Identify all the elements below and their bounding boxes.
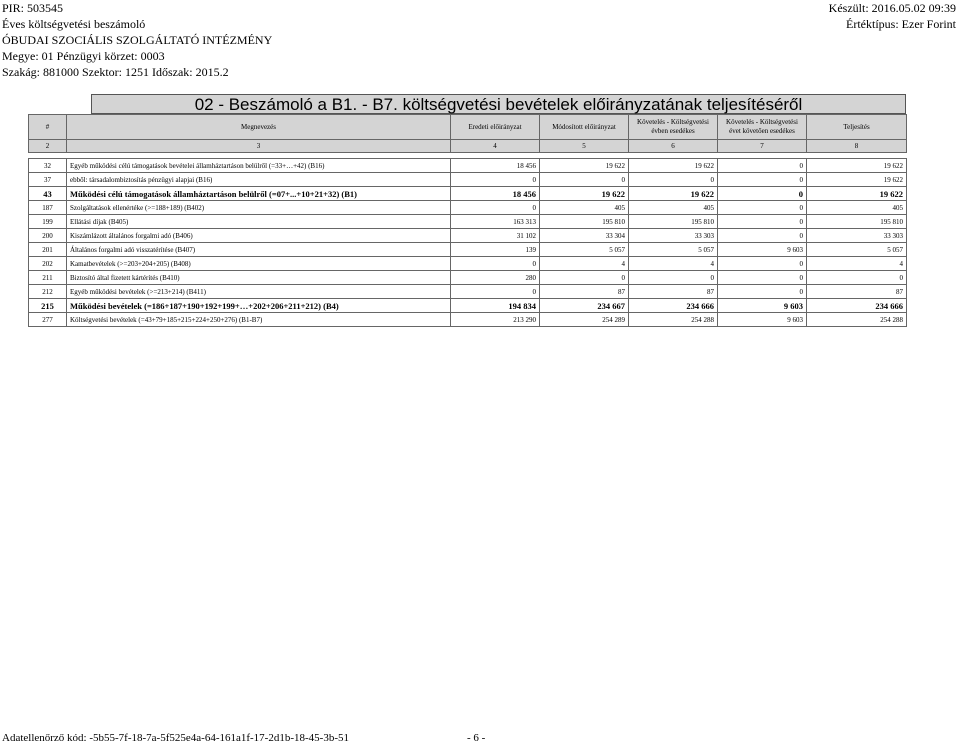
original-value: 139 [451,243,540,257]
row-name: Működési célú támogatások államháztartáson belülről (=07+...+10+21+32) (B1) [67,187,451,201]
report-header-left [2,0,272,80]
page-number: - 6 - [467,732,486,744]
fulfilment-value: 4 [807,257,907,271]
original-value: 0 [451,173,540,187]
col-header-receivable-future: Követelés - Költségvetési évet követően esedékes [718,115,807,140]
col-header-original: Eredeti előirányzat [451,115,540,140]
row-name: Szolgáltatások ellenértéke (>=188+189) (B402) [67,201,451,215]
row-name: Kamatbevételek (>=203+204+205) (B408) [67,257,451,271]
receivable-future: 0 [718,229,807,243]
original-value: 280 [451,271,540,285]
institution-name: ÓBUDAI SZOCIÁLIS SZOLGÁLTATÓ INTÉZMÉNY [2,33,273,47]
receivable-current: 5 057 [629,243,718,257]
report-header-right [829,0,956,32]
col-header-fulfilment: Teljesítés [807,115,907,140]
modified-value: 0 [540,173,629,187]
row-name: Egyéb működési bevételek (>=213+214) (B411) [67,285,451,299]
county-info: Megye: 01 Pénzügyi körzet: 0003 [2,49,165,63]
fulfilment-value: 19 622 [807,159,907,173]
receivable-current: 19 622 [629,159,718,173]
col-header-id: # [29,115,67,140]
row-id: 202 [29,257,67,271]
receivable-future: 0 [718,215,807,229]
fulfilment-value: 234 666 [807,299,907,313]
row-id: 37 [29,173,67,187]
fulfilment-value: 0 [807,271,907,285]
col-number: 5 [540,140,629,153]
revenue-table [28,114,907,327]
row-id: 187 [29,201,67,215]
table-row [29,201,907,215]
fulfilment-value: 33 303 [807,229,907,243]
modified-value: 87 [540,285,629,299]
modified-value: 19 622 [540,159,629,173]
fulfilment-value: 87 [807,285,907,299]
col-header-name: Megnevezés [67,115,451,140]
row-name: ebből: társadalombiztosítás pénzügyi alapjai (B16) [67,173,451,187]
table-row [29,187,907,201]
row-name: Általános forgalmi adó visszatérítése (B407) [67,243,451,257]
receivable-future: 0 [718,159,807,173]
receivable-future: 0 [718,173,807,187]
original-value: 0 [451,257,540,271]
original-value: 0 [451,201,540,215]
receivable-future: 0 [718,201,807,215]
receivable-future: 0 [718,285,807,299]
table-row [29,285,907,299]
col-number: 8 [807,140,907,153]
fulfilment-value: 195 810 [807,215,907,229]
row-name: Ellátási díjak (B405) [67,215,451,229]
receivable-current: 405 [629,201,718,215]
table-row [29,257,907,271]
table-row [29,173,907,187]
value-type: Értéktípus: Ezer Forint [846,17,956,31]
column-number-row [29,140,907,153]
receivable-future: 0 [718,257,807,271]
original-value: 163 313 [451,215,540,229]
pir-code: PIR: 503545 [2,1,64,15]
fulfilment-value: 405 [807,201,907,215]
original-value: 18 456 [451,159,540,173]
modified-value: 234 667 [540,299,629,313]
original-value: 0 [451,285,540,299]
row-name: Biztosító által fizetett kártérítés (B410) [67,271,451,285]
receivable-future: 9 603 [718,243,807,257]
original-value: 31 102 [451,229,540,243]
receivable-current: 0 [629,173,718,187]
receivable-current: 254 288 [629,313,718,327]
receivable-current: 4 [629,257,718,271]
table-row [29,271,907,285]
original-value: 18 456 [451,187,540,201]
receivable-current: 87 [629,285,718,299]
row-name: Működési bevételek (=186+187+190+192+199+…+202+206+211+212) (B4) [67,299,451,313]
fulfilment-value: 254 288 [807,313,907,327]
receivable-current: 195 810 [629,215,718,229]
col-header-modified: Módosított előirányzat [540,115,629,140]
row-id: 199 [29,215,67,229]
original-value: 213 290 [451,313,540,327]
receivable-future: 9 603 [718,313,807,327]
row-id: 200 [29,229,67,243]
modified-value: 405 [540,201,629,215]
modified-value: 5 057 [540,243,629,257]
receivable-current: 234 666 [629,299,718,313]
fulfilment-value: 19 622 [807,187,907,201]
row-id: 32 [29,159,67,173]
col-number: 7 [718,140,807,153]
checksum-code: Adatellenőrző kód: -5b55-7f-18-7a-5f525e4a-64-161a1f-17-2d1b-18-45-3b-51 [2,732,349,744]
col-header-receivable-current: Követelés - Költségvetési évben esedékes [629,115,718,140]
row-id: 43 [29,187,67,201]
table-row [29,299,907,313]
row-id: 212 [29,285,67,299]
fulfilment-value: 19 622 [807,173,907,187]
modified-value: 33 304 [540,229,629,243]
report-name: Éves költségvetési beszámoló [2,17,146,31]
modified-value: 254 289 [540,313,629,327]
table-row [29,229,907,243]
table-header-row [29,115,907,140]
receivable-current: 19 622 [629,187,718,201]
table-row [29,215,907,229]
row-name: Kiszámlázott általános forgalmi adó (B406) [67,229,451,243]
modified-value: 19 622 [540,187,629,201]
row-name: Költségvetési bevételek (=43+79+185+215+224+250+276) (B1-B7) [67,313,451,327]
modified-value: 195 810 [540,215,629,229]
col-number: 6 [629,140,718,153]
fulfilment-value: 5 057 [807,243,907,257]
modified-value: 4 [540,257,629,271]
modified-value: 0 [540,271,629,285]
report-title: 02 - Beszámoló a B1. - B7. költségvetési bevételek előirányzatának teljesítéséről [91,94,906,114]
row-id: 211 [29,271,67,285]
row-name: Egyéb működési célú támogatások bevételei államháztartáson belülről (=33+…+42) (B16) [67,159,451,173]
receivable-future: 0 [718,187,807,201]
row-id: 201 [29,243,67,257]
receivable-current: 33 303 [629,229,718,243]
col-number: 4 [451,140,540,153]
table-row [29,243,907,257]
receivable-current: 0 [629,271,718,285]
created-timestamp: Készült: 2016.05.02 09:39 [828,1,956,15]
row-id: 215 [29,299,67,313]
sector-info: Szakág: 881000 Szektor: 1251 Időszak: 2015.2 [2,65,229,79]
original-value: 194 834 [451,299,540,313]
table-row [29,313,907,327]
receivable-future: 9 603 [718,299,807,313]
col-number: 3 [67,140,451,153]
col-number: 2 [29,140,67,153]
receivable-future: 0 [718,271,807,285]
row-id: 277 [29,313,67,327]
table-row [29,159,907,173]
